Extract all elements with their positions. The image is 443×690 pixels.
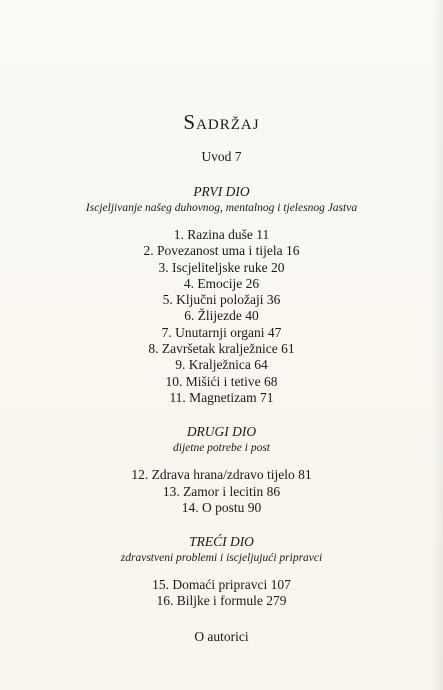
toc-entry: 7. Unutarnji organi 47: [161, 324, 282, 340]
table-of-contents: [0, 148, 443, 646]
toc-entry: 16. Biljke i formule 279: [156, 593, 287, 609]
part-entries: [0, 227, 443, 406]
toc-entry: 4. Emocije 26: [183, 275, 260, 291]
toc-entry: 2. Povezanost uma i tijela 16: [143, 243, 300, 259]
part-section-1: [0, 183, 443, 406]
part-subtitle: Iscjeljivanje našeg duhovnog, mentalnog i tjelesnog Jastva: [85, 202, 358, 214]
toc-entry: 6. Žlijezde 40: [184, 308, 259, 324]
toc-entry: 8. Završetak kralježnice 61: [148, 341, 295, 357]
part-subtitle: zdravstveni problemi i iscjeljujući pripravci: [120, 552, 323, 565]
toc-entry: 14. O postu 90: [181, 499, 262, 515]
toc-entry: 13. Zamor i lecitin 86: [162, 483, 281, 499]
toc-entry: 12. Zdrava hrana/zdravo tijelo 81: [131, 467, 312, 483]
toc-entry: 11. Magnetizam 71: [169, 389, 274, 405]
toc-entry: 10. Mišići i tetive 68: [165, 373, 278, 389]
toc-entry: 3. Iscjeliteljske ruke 20: [158, 259, 285, 275]
toc-entry: 5. Ključni položaji 36: [162, 292, 281, 308]
part-entries: [0, 467, 443, 516]
toc-entry: 15. Domaći pripravci 107: [152, 577, 291, 593]
toc-entry-about-author: O autorici: [194, 628, 249, 644]
part-title: DRUGI DIO: [186, 424, 257, 440]
part-subtitle: dijetne potrebe i post: [173, 442, 270, 455]
part-section-3: [0, 533, 443, 610]
toc-entry: 1. Razina duše 11: [173, 227, 270, 242]
part-section-2: [0, 423, 443, 516]
toc-entry: 9. Kralježnica 64: [175, 357, 268, 373]
part-title: PRVI DIO: [193, 184, 250, 199]
part-entries: [0, 577, 443, 610]
part-title: TREĆI DIO: [189, 534, 254, 550]
toc-entry-intro: Uvod 7: [201, 149, 242, 164]
page-title: Sadržaj: [183, 110, 260, 134]
